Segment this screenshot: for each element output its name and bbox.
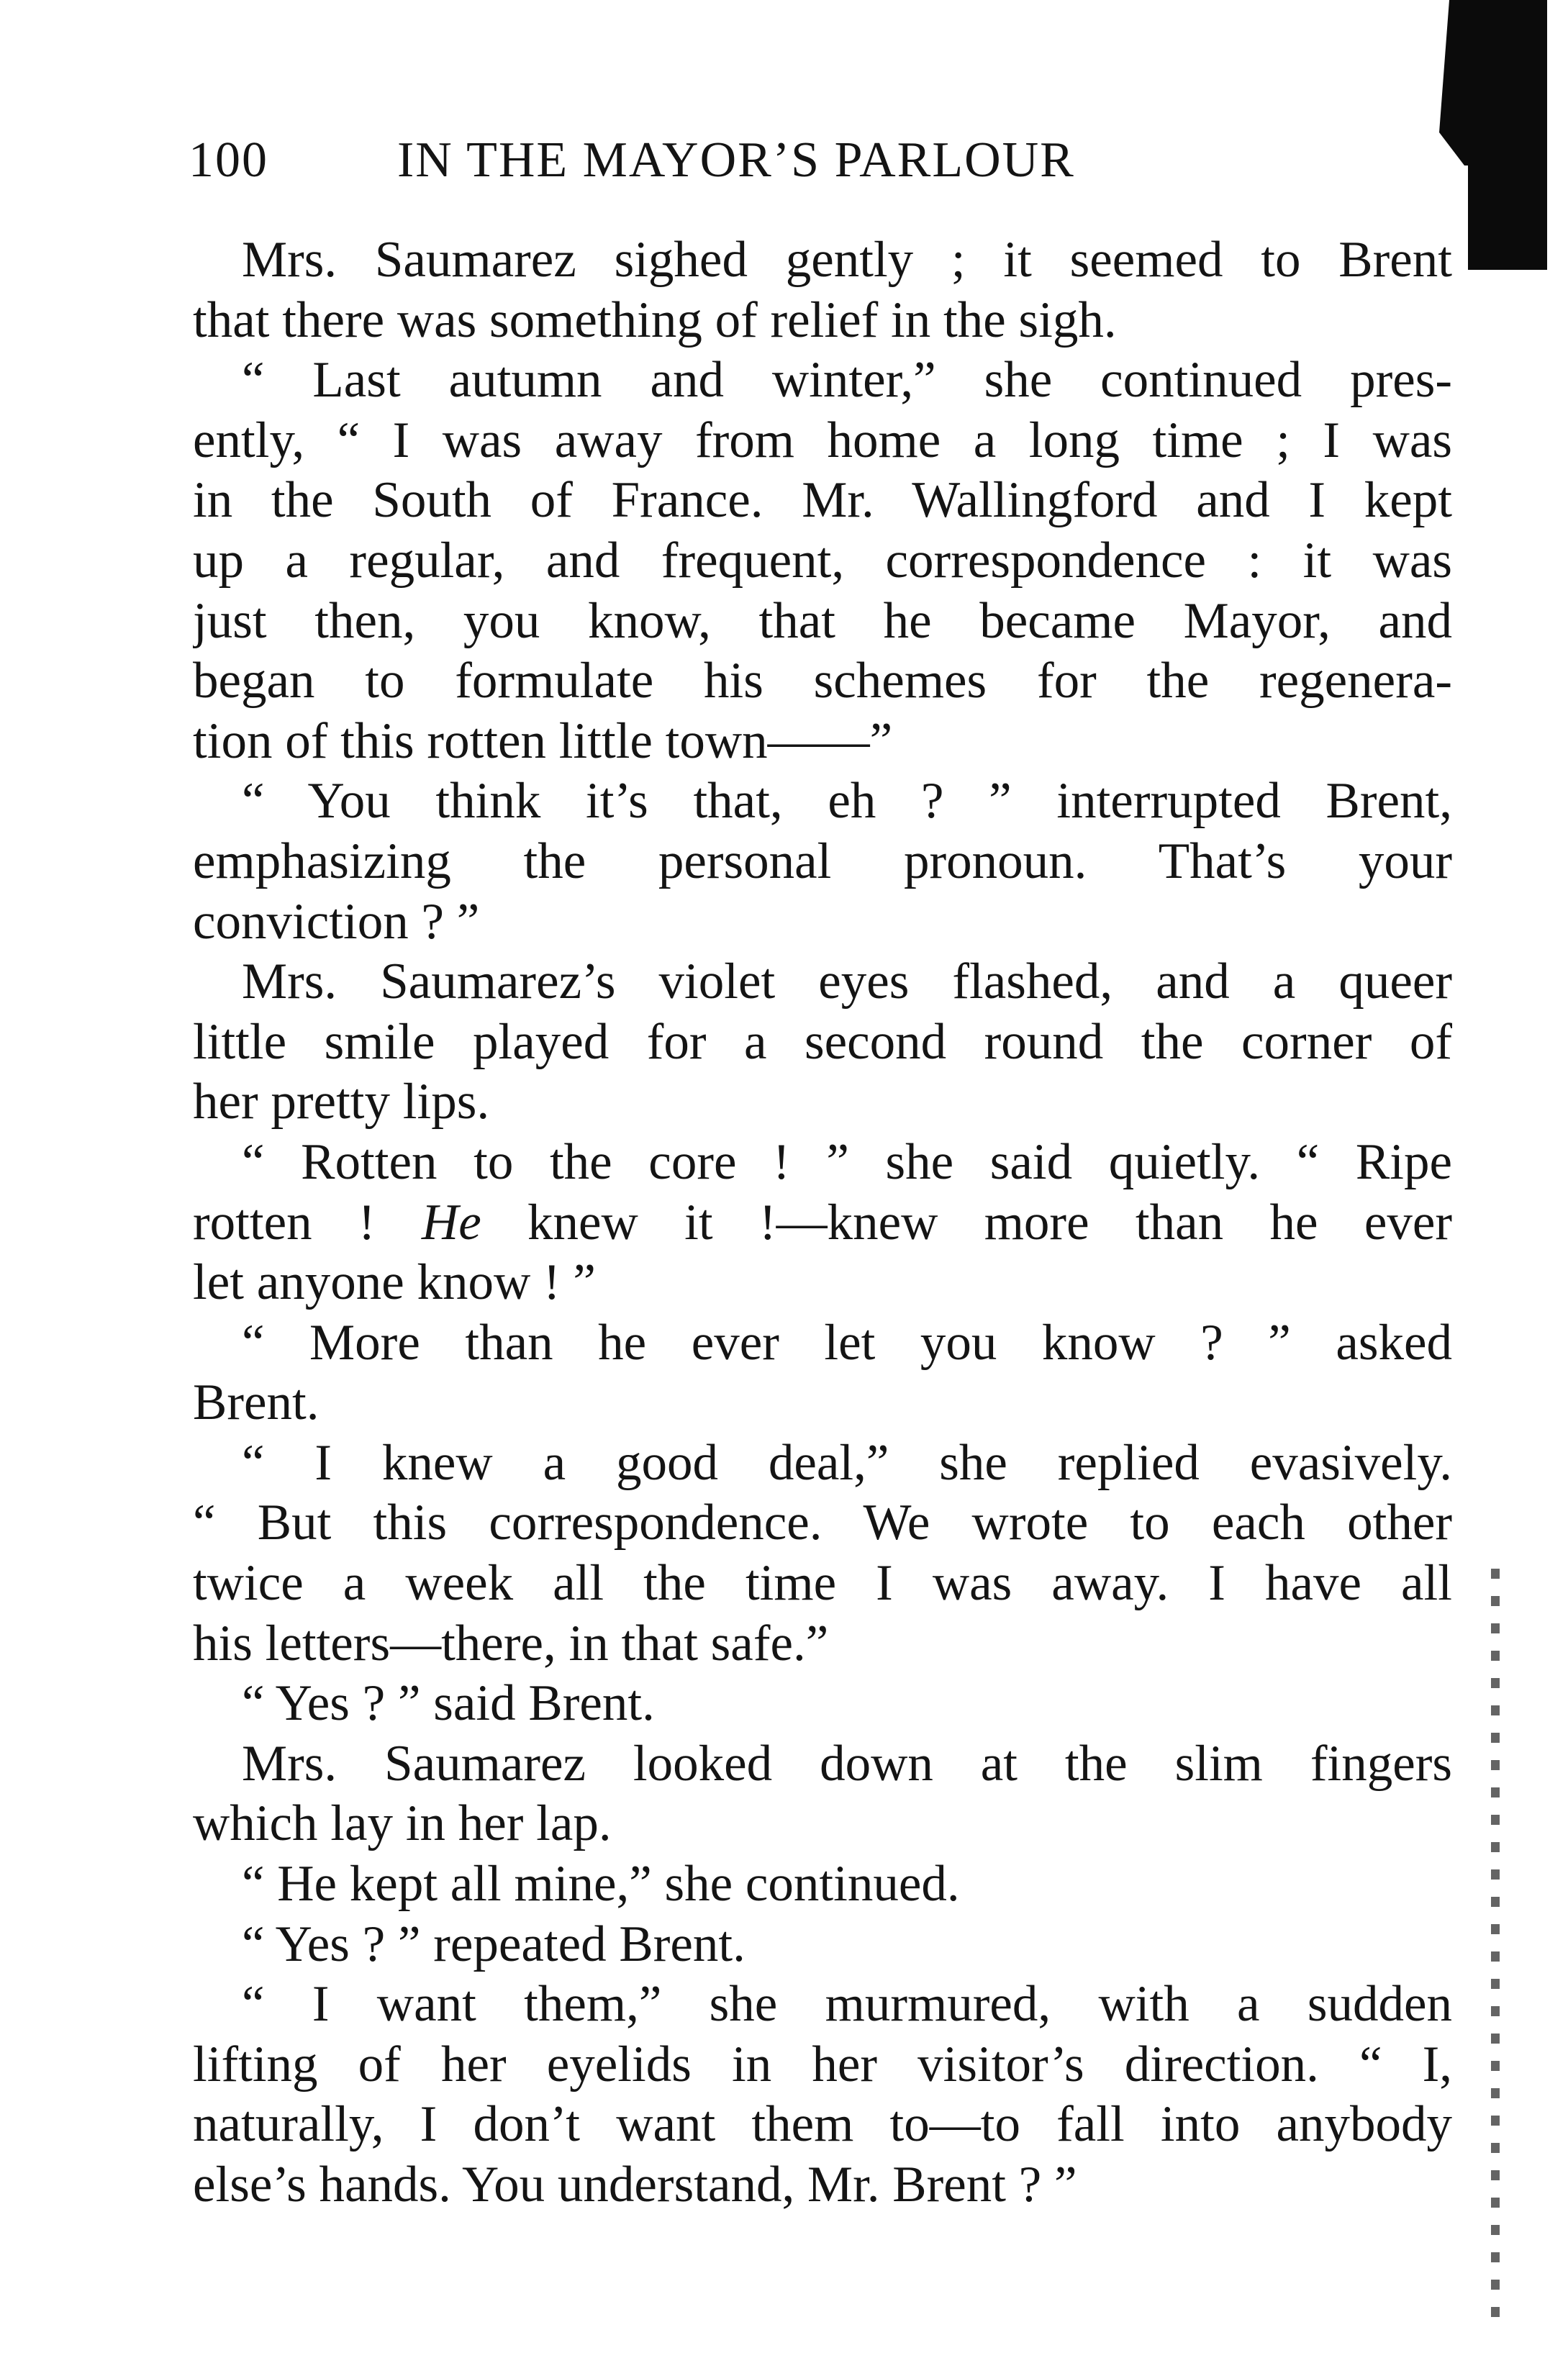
text-line: naturally, I don’t want them to—to fall into anybody (193, 2096, 1452, 2153)
text-line: “ More than he ever let you know ? ” asked (242, 1314, 1452, 1371)
text-line: twice a week all the time I was away. I have all (193, 1555, 1452, 1612)
text-line: “ He kept all mine,” she continued. (242, 1856, 960, 1913)
text-line: let anyone know ! ” (193, 1254, 596, 1311)
text-line: in the South of France. Mr. Wallingford and I kept (193, 472, 1452, 529)
text-line: her pretty lips. (193, 1074, 490, 1130)
text-line: emphasizing the personal pronoun. That’s your (193, 833, 1452, 889)
text-line: up a regular, and frequent, correspondence : it was (193, 532, 1452, 589)
text-line: tion of this rotten little town——” (193, 712, 893, 769)
running-title: IN THE MAYOR’S PARLOUR (397, 132, 1075, 188)
text-line: Mrs. Saumarez sighed gently ; it seemed to Brent (242, 232, 1452, 288)
text-line: that there was something of relief in the sigh. (193, 291, 1117, 348)
text-line: “ Last autumn and winter,” she continued pres- (242, 352, 1452, 409)
scan-artifact (1491, 1569, 1500, 2324)
text-line: “ Yes ? ” repeated Brent. (242, 1916, 746, 1972)
text-line: Mrs. Saumarez looked down at the slim fingers (242, 1735, 1452, 1792)
text-line: “ But this correspondence. We wrote to each other (193, 1495, 1452, 1551)
text-line: lifting of her eyelids in her visitor’s direction. “ I, (193, 2036, 1452, 2093)
text-line: began to formulate his schemes for the regenera- (193, 653, 1452, 709)
text-line: his letters—there, in that safe.” (193, 1615, 829, 1672)
text-line: Brent. (193, 1374, 320, 1431)
text-line: conviction ? ” (193, 893, 480, 950)
text-line: “ I knew a good deal,” she replied evasively. (242, 1434, 1452, 1491)
text-line: rotten ! He knew it !—knew more than he ever (193, 1194, 1452, 1251)
text-line: just then, you know, that he became Mayor, and (193, 592, 1452, 649)
text-line: ently, “ I was away from home a long time ; I was (193, 412, 1452, 468)
text-line: else’s hands. You understand, Mr. Brent ? ” (193, 2157, 1077, 2213)
emphasis: He (421, 1194, 481, 1251)
text-line: little smile played for a second round the corner of (193, 1013, 1452, 1070)
text-line: “ I want them,” she murmured, with a sudden (242, 1976, 1452, 2033)
text-line: Mrs. Saumarez’s violet eyes flashed, and a queer (242, 953, 1452, 1010)
text-line: “ You think it’s that, eh ? ” interrupted Brent, (242, 773, 1452, 830)
page-number: 100 (189, 132, 268, 188)
text-line: “ Rotten to the core ! ” she said quietly. “ Ripe (242, 1133, 1452, 1190)
body-text (193, 230, 1452, 2216)
scan-artifact (1468, 0, 1547, 270)
text-line: “ Yes ? ” said Brent. (242, 1675, 655, 1732)
text-line: which lay in her lap. (193, 1795, 612, 1852)
running-head (189, 121, 1455, 200)
